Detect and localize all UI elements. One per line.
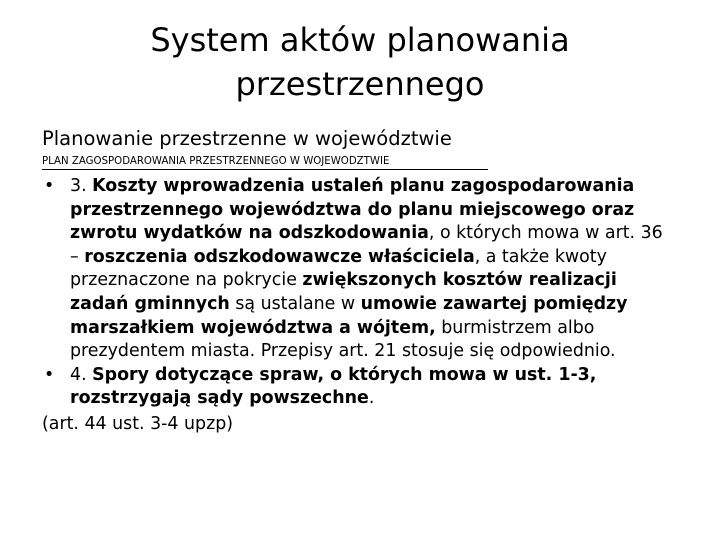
slide-content <box>42 175 672 437</box>
bullet-marker: • <box>44 364 55 385</box>
section-heading: PLAN ZAGOSPODAROWANIA PRZESTRZENNEGO W WOJEWÓDZTWIE <box>42 155 488 170</box>
bold-text-segment: umowie zawartej pomiędzy marszałkiem województwa a wójtem, <box>70 293 628 338</box>
bold-text-segment: roszczenia odszkodowawcze właściciela <box>84 246 475 267</box>
slide-title: System aktów planowania przestrzennego <box>150 21 570 103</box>
bold-text-segment: Spory dotyczące spraw, o których mowa w ust. 1-3, rozstrzygają sądy powszechne <box>70 364 597 409</box>
bullet-item <box>42 175 672 364</box>
legal-reference: (art. 44 ust. 3-4 upzp) <box>42 413 234 434</box>
bold-text-segment: Koszty wprowadzenia ustaleń planu zagospodarowania przestrzennego województwa do planu miejscowego oraz zwrotu wydatków na odszkodowania <box>70 176 635 244</box>
bullet-item <box>42 364 672 411</box>
bullet-text <box>70 364 672 411</box>
text-segment: są ustalane w <box>229 293 361 314</box>
bullet-text <box>70 175 672 364</box>
bullet-marker: • <box>44 176 55 196</box>
text-segment: . <box>368 388 375 409</box>
text-segment: , o których mowa w art. 36 – <box>70 223 663 267</box>
text-segment: burmistrzem albo prezydentem miasta. Przepisy art. 21 stosuje się odpowiednio. <box>70 317 616 362</box>
bold-text-segment: zwiększonych kosztów realizacji zadań gminnych <box>70 270 617 314</box>
slide-subtitle: Planowanie przestrzenne w województwie <box>42 127 452 150</box>
text-segment: 3. <box>70 176 93 196</box>
text-segment: , a także kwoty przeznaczone na pokrycie <box>70 246 607 291</box>
text-segment: 4. <box>70 364 93 385</box>
